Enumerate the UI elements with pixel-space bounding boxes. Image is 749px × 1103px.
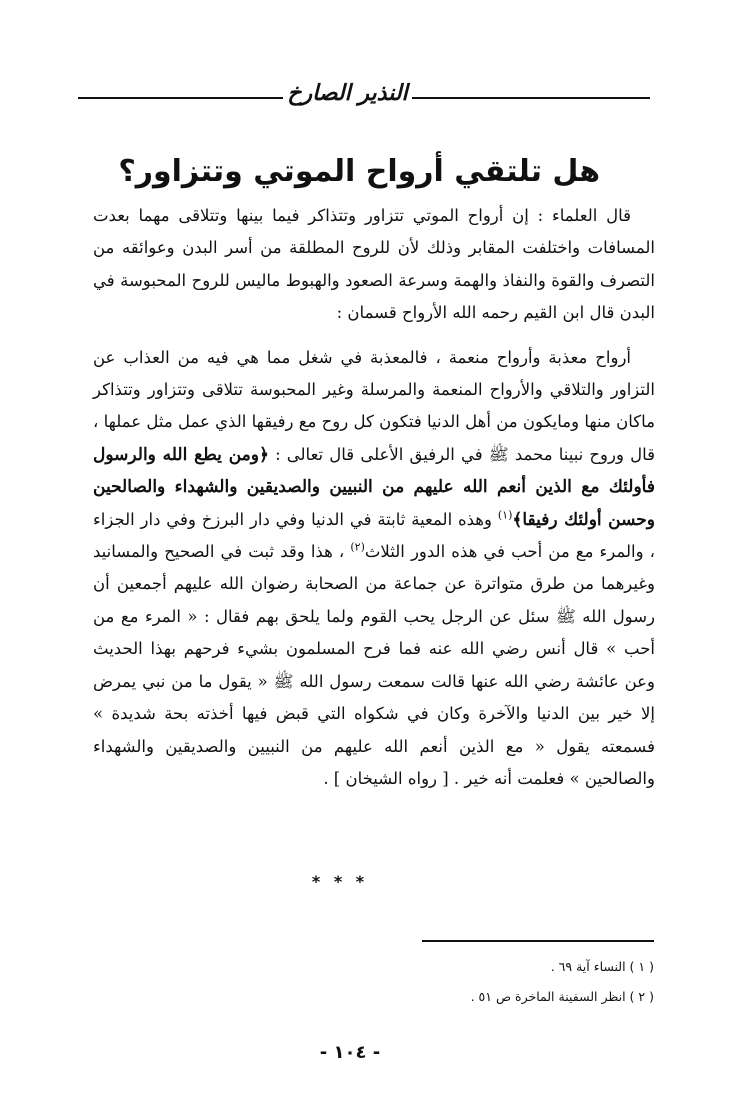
paragraph-2-text-f: فعلمت أنه خير . [ رواه الشيخان ] .	[323, 768, 565, 788]
hadith-quote-2: « يقول ما من نبي يمرض إلا خير بين الدنيا والآخرة وكان في شكواه التي قبض فيها أخذته بحة شديدة »	[93, 671, 655, 724]
footnote-ref-2: (٢)	[350, 540, 365, 554]
page-number: - ١٠٤ -	[319, 1042, 381, 1063]
paragraph-2-text-a: أرواح معذبة وأرواح منعمة ، فالمعذبة في شغل مما هي فيه من العذاب عن التزاور والتلاقي والأرواح المنعمة والمرسلة وغير المحبوسة تتلاقى وتتزاور وتتذاكر ماكان منها ومايكون من أهل الدنيا فتكون كل روح مع رفيقها الذي عمل مثل عملها ، قال وروح نبينا محمد ﷺ في الرفيق الأعلى قال تعالى :	[93, 347, 656, 464]
chapter-title: هل تلتقي أرواح الموتي وتتزاور؟	[118, 154, 600, 189]
footnote-1: ( ١ ) النساء آية ٦٩ .	[550, 959, 654, 974]
paragraph-2-text-c: ، هذا وقد ثبت في الصحيح والمسانيد وغيرهما من طرق متواترة عن جماعة من الصحابة رضوان الله عليهم أجمعين أن رسول الله ﷺ سئل عن الرجل يحب القوم ولما يلحق بهم فقال :	[93, 542, 655, 626]
footnote-divider	[422, 940, 654, 942]
paragraph-2-text-e: فسمعته يقول	[556, 736, 655, 756]
header-rule-left	[78, 97, 283, 99]
header-rule-right	[412, 97, 650, 99]
quran-verse: ﴿ومن يطع الله والرسول فأولئك مع الذين أنعم الله عليهم من النبيين والصديقين والشهداء والصالحين وحسن أولئك رفيقا﴾	[93, 444, 656, 530]
hadith-quote-3: « مع الذين أنعم الله عليهم من النبيين والصديقين والشهداء والصالحين »	[93, 736, 655, 788]
footnote-ref-1: (١)	[497, 508, 513, 522]
section-separator: * * *	[311, 872, 369, 891]
footnotes	[254, 952, 654, 1012]
paragraph-2-text-b: وهذه المعية ثابتة في الدنيا وفي دار البرزخ وفي دار الجزاء ، والمرء مع من أحب في هذه الدور الثلاث	[93, 509, 655, 562]
body-text	[93, 200, 655, 795]
paragraph-2	[93, 342, 655, 796]
running-title: النذير الصارخ	[287, 80, 408, 106]
paragraph-2-text-d: قال أنس رضي الله عنه فما فرح المسلمون بشيء فرحهم بهذا الحديث وعن عائشة رضي الله عنها قالت سمعت رسول الله ﷺ	[93, 639, 655, 691]
hadith-quote-1: « المرء مع من أحب »	[93, 606, 655, 659]
footnote-2: ( ٢ ) انظر السفينة الماخرة ص ٥١ .	[470, 989, 654, 1004]
running-header	[78, 78, 650, 108]
paragraph-1-text: قال العلماء : إن أرواح الموتي تتزاور وتتذاكر فيما بينها وتتلاقى مهما بعدت المسافات واختلفت المقابر وذلك لأن للروح المطلقة من أسر البدن وعوائقه من التصرف والقوة والنفاذ والهمة وسرعة الصعود والهبوط ماليس للروح المحبوسة في البدن قال ابن القيم رحمه الله الأرواح قسمان :	[93, 206, 655, 323]
paragraph-1	[93, 200, 655, 330]
